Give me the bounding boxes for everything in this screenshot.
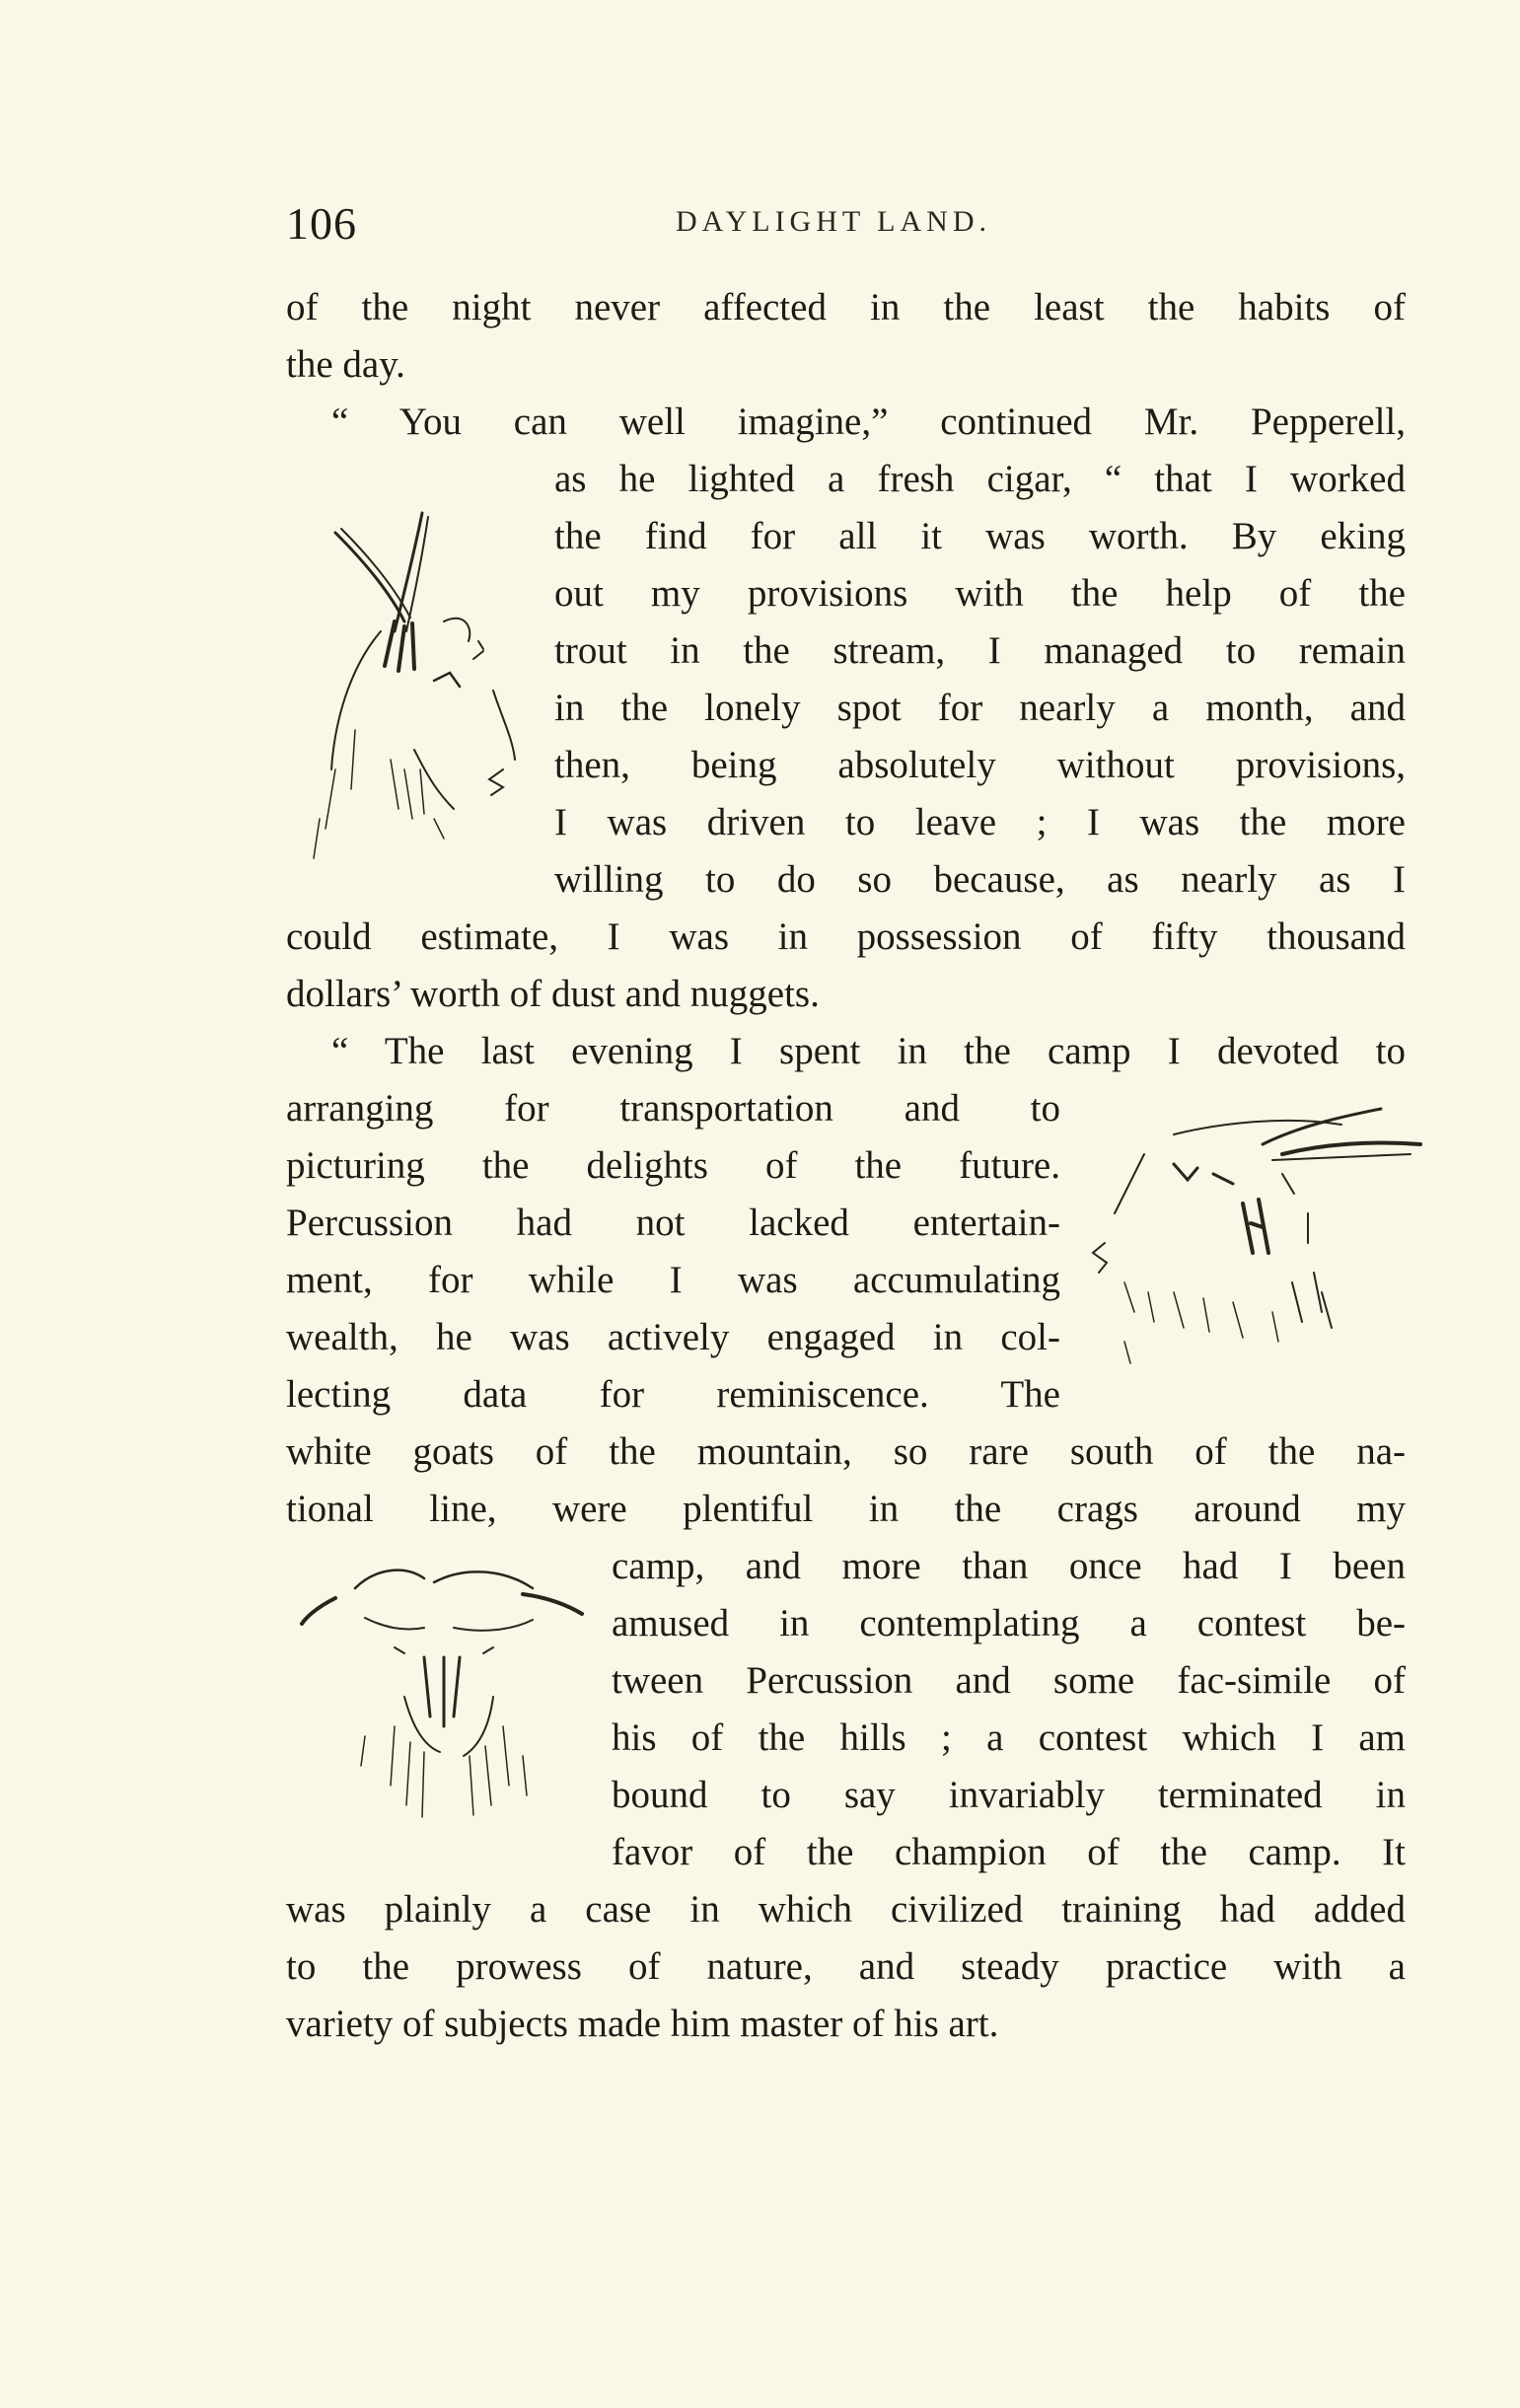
text-line: ment, for while I was accumulating xyxy=(286,1259,1060,1301)
page-header xyxy=(286,197,1406,256)
text-line: white goats of the mountain, so rare south of the na- xyxy=(286,1430,1406,1473)
text-line: Percussion had not lacked entertain- xyxy=(286,1202,1060,1244)
text-line: in the lonely spot for nearly a month, and xyxy=(554,687,1406,729)
page-number: 106 xyxy=(286,198,357,249)
text-line: tween Percussion and some fac-simile of xyxy=(612,1659,1406,1702)
text-line: arranging for transportation and to xyxy=(286,1087,1060,1130)
text-line: was plainly a case in which civilized training had added xyxy=(286,1888,1406,1931)
running-title: DAYLIGHT LAND. xyxy=(676,205,991,238)
text-line: bound to say invariably terminated in xyxy=(612,1774,1406,1816)
text-line: tional line, were plentiful in the crags around my xyxy=(286,1488,1406,1530)
text-line: I was driven to leave ; I was the more xyxy=(554,801,1406,843)
text-line: lecting data for reminiscence. The xyxy=(286,1373,1060,1416)
text-line: camp, and more than once had I been xyxy=(612,1545,1406,1587)
goat-head-illustration xyxy=(1085,1105,1440,1381)
text-line: “ The last evening I spent in the camp I devoted to xyxy=(331,1030,1406,1072)
goat-head-illustration xyxy=(296,493,538,868)
text-line: the day. xyxy=(286,343,405,386)
text-line: then, being absolutely without provisions, xyxy=(554,744,1406,786)
text-line: wealth, he was actively engaged in col- xyxy=(286,1316,1060,1358)
text-line: willing to do so because, as nearly as I xyxy=(554,858,1406,901)
text-line: the find for all it was worth. By eking xyxy=(554,515,1406,557)
text-line: picturing the delights of the future. xyxy=(286,1144,1060,1187)
text-line: of the night never affected in the least the habits of xyxy=(286,286,1406,328)
goat-head-illustration xyxy=(296,1559,597,1864)
text-line: his of the hills ; a contest which I am xyxy=(612,1716,1406,1759)
text-line: as he lighted a fresh cigar, “ that I worked xyxy=(554,458,1406,500)
text-line: out my provisions with the help of the xyxy=(554,572,1406,615)
text-line: dollars’ worth of dust and nuggets. xyxy=(286,973,820,1015)
text-line: trout in the stream, I managed to remain xyxy=(554,629,1406,672)
text-line: “ You can well imagine,” continued Mr. Pepperell, xyxy=(331,401,1406,443)
text-line: to the prowess of nature, and steady practice with a xyxy=(286,1945,1406,1988)
text-line: variety of subjects made him master of his art. xyxy=(286,2003,999,2045)
text-line: amused in contemplating a contest be- xyxy=(612,1602,1406,1644)
text-line: could estimate, I was in possession of fifty thousand xyxy=(286,915,1406,958)
text-line: favor of the champion of the camp. It xyxy=(612,1831,1406,1873)
